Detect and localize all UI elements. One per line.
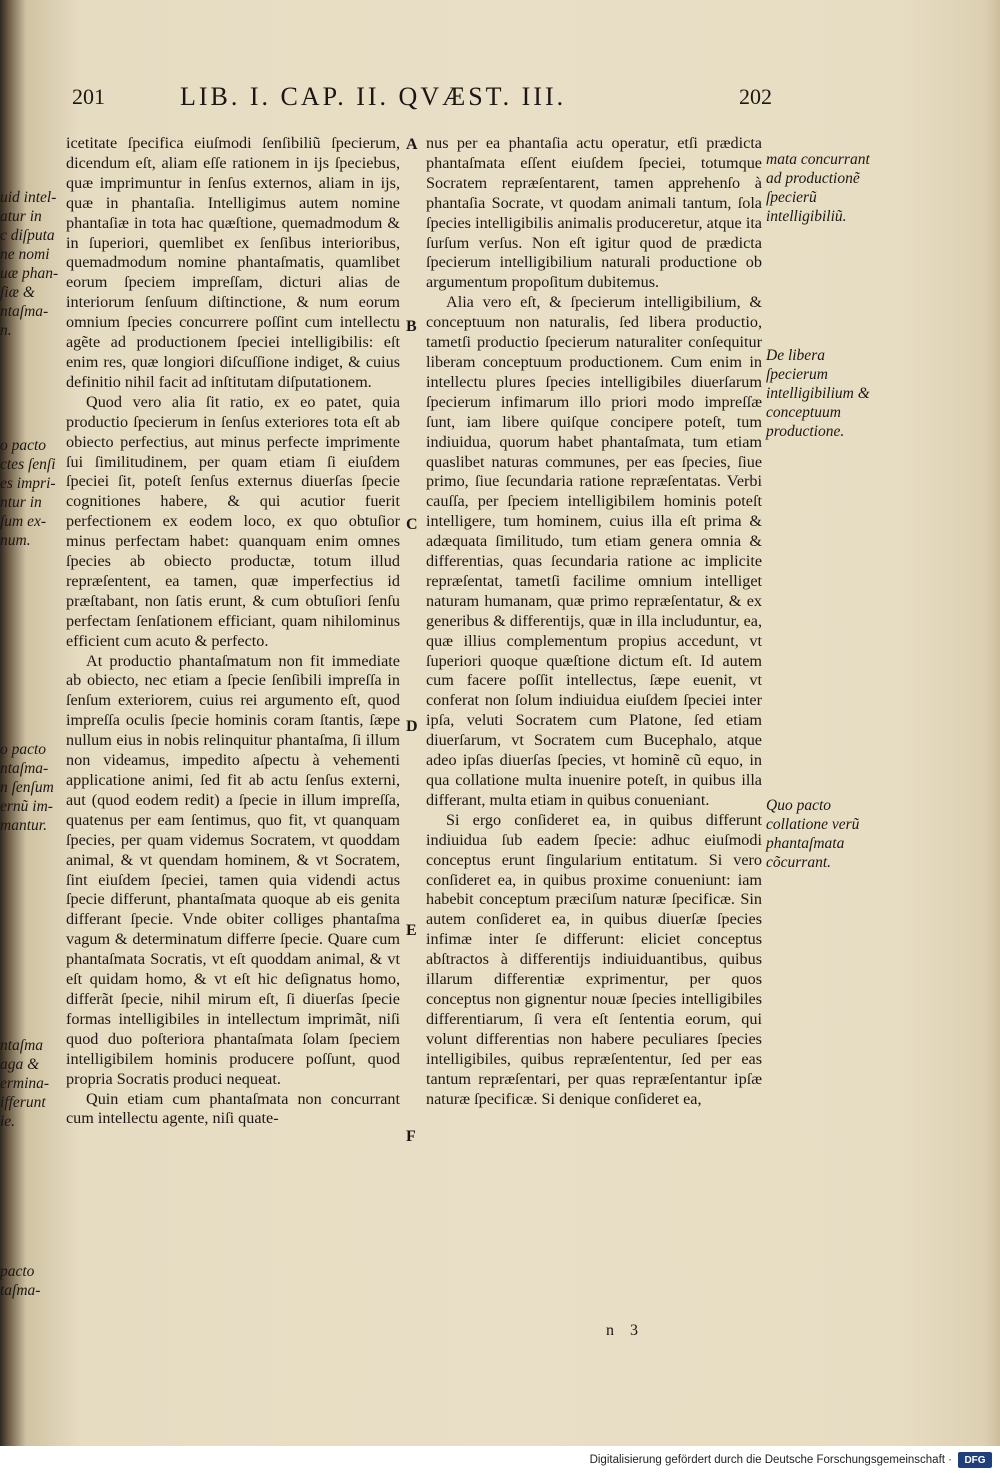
dfg-logo-icon: DFG xyxy=(958,1452,992,1468)
page-number-right: 202 xyxy=(739,84,772,109)
left-text-column xyxy=(66,134,400,1129)
section-letter-b: B xyxy=(406,318,417,335)
page-header xyxy=(72,84,772,124)
left-margin-note: ntaſma aga & ermina- ifferunt ie. xyxy=(0,1037,50,1130)
section-letter-f: F xyxy=(406,1128,416,1145)
section-letter-e: E xyxy=(406,922,417,939)
paragraph: Quin etiam cum phantaſmata non concurrant cum intellectu agente, niſi quate- xyxy=(66,1089,400,1128)
paragraph: Alia vero eſt, & ſpecierum intelligibilium, & conceptuum non naturalis, ſed libera productio, tametſi productio ſpecierum naturaliter conſequitur liberam conceptuum productionem. Cum enim in intellectu plures ſpecies intelligibiles diuerſarum ſpecierum infimarum illo priori modo impreſſæ ſunt, iam libere quiſque concipere poteſt, tum indiuidua, quorum habet phantaſmata, tum etiam quaslibet naturas communes, per eas ſpecies, ſiue primo, ſiue ſecundaria ratione repræſentatas. Verbi cauſſa, per ſpeciem intelligibilem hominis poteſt intelligere, tum hominem, cuius illa eſt prima & adæquata ſimilitudo, tum etiam genera omnia & differentias, quas ſecundaria ratione ac implicite repræſentat, tametſi facilime omnium intelliget naturam humanam, quæ primo repræſentatur, & ex generibus & differentijs, quæ in illa includuntur, ea, quæ illius complementum propius accedunt, vt ſuperiori quoque quæſtione dictum eſt. Id autem cum facere poſſit intellectus, ſæpe euenit, vt conferat non ſolum indiuidua eiuſdem ſpeciei inter ipſa, veluti Socratem cum Platone, ſed etiam diuerſarum, vt Socratem cum Bucephalo, atque adeo ipſas diuerſas ſpecies, vt hominẽ cũ equo, in qua collatione multa inuenire poteſt, in quibus illa differant, multa etiam in quibus conueniant. xyxy=(426,293,762,809)
paragraph: At productio phantaſmatum non fit immediate ab obiecto, nec etiam a ſpecie ſenſibili impreſſa in ſenſum exteriorem, cuius rei argumento eſt, quod impreſſa oculis ſpecie hominis coram ſtantis, ſæpe nullum eius in nobis relinquitur phantaſma, ſi illum non videamus, impedito aſpectu à vehementi applicatione animi, ſed fit ab actu ſenſus externi, aut (quod eodem redit) a ſpecie in illum impreſſa, quatenus per eam ſentimus, quo fit, vt quanquam ſpecies, per quam videmus Socratem, vt quoddam animal, & vt quendam hominem, & vt Socratem, ſint eiuſdem ſpeciei, tamen quia videndi actus ſpecie differunt, phantaſmata quoque ab eis genita differant ſpecie. Vnde obiter colliges phantaſma vagum & determinatum differre ſpecie. Quare cum phantaſmata Socratis, vt eſt quoddam animal, & vt eſt quidam homo, & vt eſt hic deſignatus homo, differãt ſpecie, nihil mirum eſt, ſi diuerſas ſpecie formas intelligibiles in intellectum imprimãt, niſi quod duo poſteriora phantaſmata ſolam ſpeciem intelligibilem hominis producere poſſunt, quod propria Socratis produci nequeat. xyxy=(66,651,400,1088)
digitization-footer xyxy=(0,1446,1000,1476)
page-number-left: 201 xyxy=(72,84,105,109)
right-margin-note: De libera ſpecierum intelligibilium & conceptuum productione. xyxy=(766,347,870,440)
paragraph: Quod vero alia ſit ratio, ex eo patet, quia productio ſpecierum in ſenſus exteriores tota eſt ab obiecto perfectius, aut minus perfecte imprimente ſui ſimilitudinem, per quam etiam ſi eiuſdem ſpeciei ſit, poteſt ſenſus externus diuerſas ſpecie cognitiones habere, & qui acutior fuerit perfectionem ex eodem loco, ex quo obtuſior minus perfectam habet: quanquam enim omnes ſpecies ab obiecto productæ, totum illud repræſentent, ea tamen, quæ imperfectius id præſtabant, non ſatis erunt, & cum obtuſiori ſenſu perfectam ſenſationem efficiant, quam nihilominus efficient cum acuto & perfecto. xyxy=(66,392,400,650)
right-margin-note: Quo pacto collatione verũ phantaſmata cõcurrant. xyxy=(766,797,860,871)
right-margin-note: mata concurrant ad productionẽ ſpecierũ intelligibiliũ. xyxy=(766,151,870,225)
section-letter-d: D xyxy=(406,718,418,735)
left-margin-note: pacto taſma- xyxy=(0,1263,41,1299)
section-letter-a: A xyxy=(406,136,418,153)
paragraph: Si ergo conſideret ea, in quibus differunt indiuidua ſub eadem ſpecie: adhuc eiuſmodi conceptus erunt ſingularium entitatum. Si vero conſideret ea, in quibus proxime conueniunt: iam habebit conceptum præciſum naturæ ſpecificæ. Sin autem conſideret ea, in quibus diuerſæ ſpecies infimæ inter ſe differunt: eliciet conceptus abſtractos à differentijs indiuiduantibus, quibus illarum differentiæ exprimentur, per quos conceptus non gignentur nouæ ſpecies intelligibiles differentiarum, ſi vera eſt ſententia eorum, qui volunt differentias non habere peculiares ſpecies intelligibiles, quibus repræſententur, ſed per eas tantum repræſentari, per quas repræſentantur ipſæ naturæ ſpecificæ. Si denique conſideret ea, xyxy=(426,810,762,1108)
running-title: LIB. I. CAP. II. QVÆST. III. xyxy=(180,82,567,111)
left-margin-note: o pacto ctes ſenſi es impri- ntur in ſum ex- num. xyxy=(0,437,56,549)
footer-credit: Digitalisierung gefördert durch die Deutsche Forschungsgemeinschaft · xyxy=(589,1454,952,1466)
paragraph: icetitate ſpecifica eiuſmodi ſenſibiliũ ſpecierum, dicendum eſt, aliam eſſe rationem in ijs ſpeciebus, quæ imprimuntur in ſenſus externos, aliam in ijs, quæ in phantaſia. Intelligimus autem nomine phantaſiæ in tota hac quæſtione, quemadmodum & in ſuperiori, quemlibet ex ſenſibus interioribus, quemadmodum nomine phantaſmatis, quamlibet eorum ſpeciem impreſſam, dicturi alias de interiorum ſenſuum diſtinctione, & num eorum omnium ſpecies concurrere poſſint cum intellectu agẽte ad productionem ſpeciei intelligibilis: eſt enim res, quæ longiori diſcuſſione indiget, & cuius definitio nihil facit ad inſtitutam diſputationem. xyxy=(66,134,400,391)
right-text-column xyxy=(426,134,762,1109)
left-margin-note: o pacto ntaſma- n ſenſum ernũ im- mantur. xyxy=(0,741,54,834)
left-margin-note: uid intel- atur in c diſputa ne nomi uæ phan- ſiæ & ntaſma- n. xyxy=(0,189,59,339)
signature-mark: n 3 xyxy=(606,1322,644,1339)
section-letter-c: C xyxy=(406,516,418,533)
paragraph: nus per ea phantaſia actu operatur, etſi prædicta phantaſmata eſſent eiuſdem ſpeciei, totumque Socratem repræſentarent, tamen apprehenſo à phantaſia Socrate, vt quodam animali tantum, ſola ſpecies intelligibilis animalis produceretur, atque ita ſurſum verſus. Non eſt igitur quod de prædicta ſpecierum intelligibilium naturali productione ob argumentum propoſitum dubitemus. xyxy=(426,134,762,292)
